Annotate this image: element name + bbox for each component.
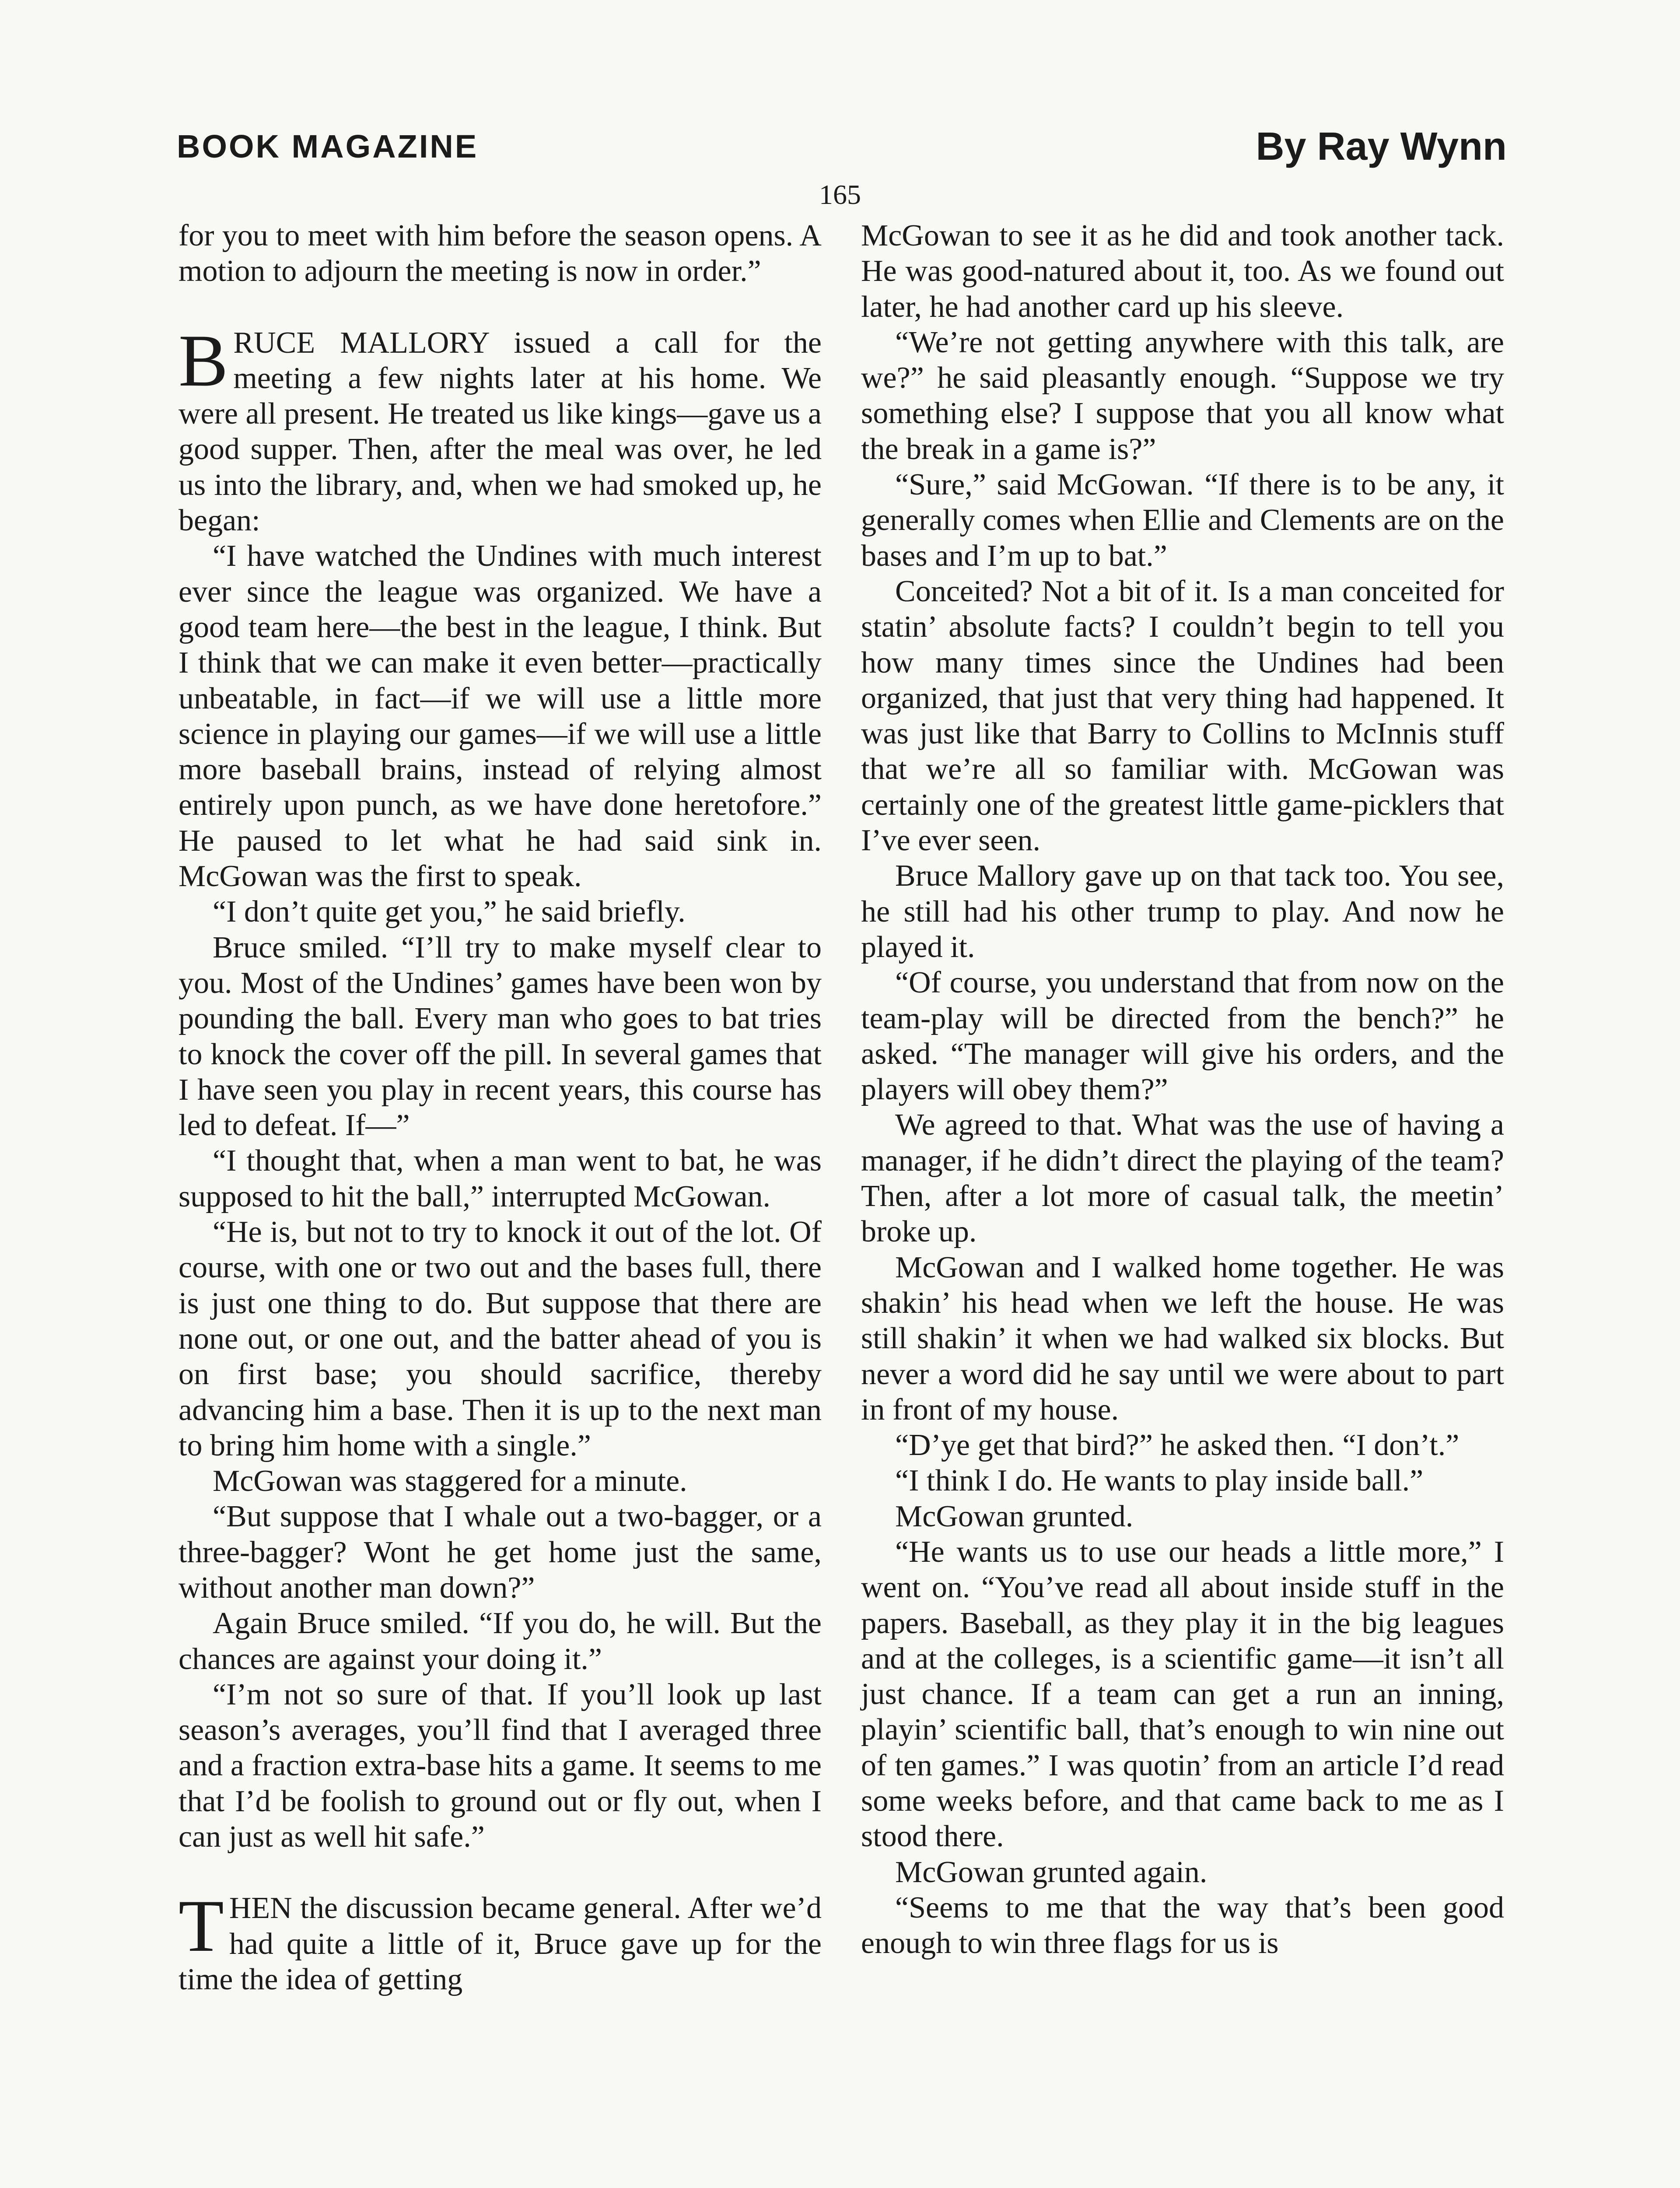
paragraph: “He wants us to use our heads a little more,” I went on. “You’ve read all about inside stuff in the papers. Baseball, as they play it in the big leagues and at the colleges, is a scientific game—it isn’t all just chance. If a team can get a run an inning, playin’ scientific ball, that’s enough to win nine out of ten games.” I was quotin’ from an article I’d read some weeks before, and that came back to me as I stood there. (861, 1535, 1504, 1854)
paragraph: McGowan was staggered for a minute. (213, 1464, 687, 1498)
paragraph: “But suppose that I whale out a two-bagger, or a three-bagger? Wont he get home just the same, without another man down?” (178, 1500, 822, 1605)
paragraph: Again Bruce smiled. “If you do, he will. But the chances are against your doing it.” (178, 1606, 822, 1676)
byline: By Ray Wynn (1256, 125, 1507, 168)
publication-title: BOOK MAGAZINE (177, 128, 479, 165)
drop-cap: T (178, 1885, 224, 1967)
paragraph: “I have watched the Undines with much interest ever since the league was organized. We have a good team here—the best in the league, I think. But I think that we can make it even better—practically unbeatable, in fact—if we will use a little more science in playing our games—if we will use a little more baseball brains, instead of relying almost entirely upon punch, as we have done heretofore.” He paused to let what he had said sink in. McGowan was the first to speak. (178, 539, 822, 894)
page-number: 165 (819, 179, 861, 210)
paragraph: “I thought that, when a man went to bat, he was supposed to hit the ball,” interrupted McGowan. (178, 1144, 822, 1213)
paragraph: “I think I do. He wants to play inside ball.” (895, 1464, 1424, 1498)
paragraph: “Sure,” said McGowan. “If there is to be any, it generally comes when Ellie and Clements are on the bases and I’m up to bat.” (861, 468, 1504, 573)
paragraph: Bruce Mallory gave up on that tack too. You see, he still had his other trump to play. And now he played it. (861, 859, 1504, 964)
paragraph: We agreed to that. What was the use of having a manager, if he didn’t direct the playing of the team? Then, after a lot more of casual talk, the meetin’ broke up. (861, 1108, 1504, 1249)
paragraph: “Seems to me that the way that’s been good enough to win three flags for us is (861, 1890, 1504, 1960)
paragraph: Bruce smiled. “I’ll try to make myself clear to you. Most of the Undines’ games have been won by pounding the ball. Every man who goes to bat tries to knock the cover off the pill. In several games that I have seen you play in recent years, this course has led to defeat. If—” (178, 930, 822, 1143)
paragraph-text: RUCE MALLORY issued a call for the meeting a few nights later at his home. We were all present. He treated us like kings—gave us a good supper. Then, after the meal was over, he led us into the library, and, when we had smoked up, he began: (178, 326, 822, 538)
right-column (861, 218, 1504, 1961)
paragraph: “I’m not so sure of that. If you’ll look up last season’s averages, you’ll find that I averaged three and a fraction extra-base hits a game. It seems to me that I’d be foolish to ground out or fly out, when I can just as well hit safe.” (178, 1677, 822, 1854)
paragraph: “He is, but not to try to knock it out of the lot. Of course, with one or two out and the bases full, there is just one thing to do. But suppose that there are none out, or one out, and the batter ahead of you is on first base; you should sacrifice, thereby advancing him a base. Then it is up to the next man to bring him home with a single.” (178, 1215, 822, 1462)
paragraph: McGowan to see it as he did and took another tack. He was good-natured about it, too. As we found out later, he had another card up his sleeve. (861, 219, 1504, 324)
paragraph: “D’ye get that bird?” he asked then. “I don’t.” (895, 1428, 1460, 1462)
paragraph-text: HEN the discussion became general. After we’d had quite a little of it, Bruce gave up for the time the idea of getting (178, 1891, 822, 1996)
paragraph: McGowan grunted. (895, 1499, 1134, 1533)
paragraph: Conceited? Not a bit of it. Is a man conceited for statin’ absolute facts? I couldn’t begin to tell you how many times since the Undines had been organized, that just that very thing had happened. It was just like that Barry to Collins to McInnis stuff that we’re all so familiar with. McGowan was certainly one of the greatest little game-picklers that I’ve ever seen. (861, 574, 1504, 858)
paragraph-drop-cap (178, 319, 822, 539)
paragraph: “I don’t quite get you,” he said briefly. (213, 895, 686, 929)
paragraph: McGowan and I walked home together. He was shakin’ his head when we left the house. He was still shakin’ it when we had walked six blocks. But never a word did he say until we were about to part in front of my house. (861, 1250, 1504, 1427)
paragraph: “Of course, you understand that from now on the team-play will be directed from the bench?” he asked. “The manager will give his orders, and the players will obey them?” (861, 966, 1504, 1107)
drop-cap: B (178, 319, 228, 402)
paragraph: for you to meet with him before the season opens. A motion to adjourn the meeting is now in order.” (178, 219, 822, 288)
left-column (178, 218, 822, 1997)
paragraph: McGowan grunted again. (895, 1855, 1208, 1889)
paragraph: “We’re not getting anywhere with this talk, are we?” he said pleasantly enough. “Suppose we try something else? I suppose that you all know what the break in a game is?” (861, 325, 1504, 466)
paragraph-drop-cap (178, 1885, 822, 1997)
